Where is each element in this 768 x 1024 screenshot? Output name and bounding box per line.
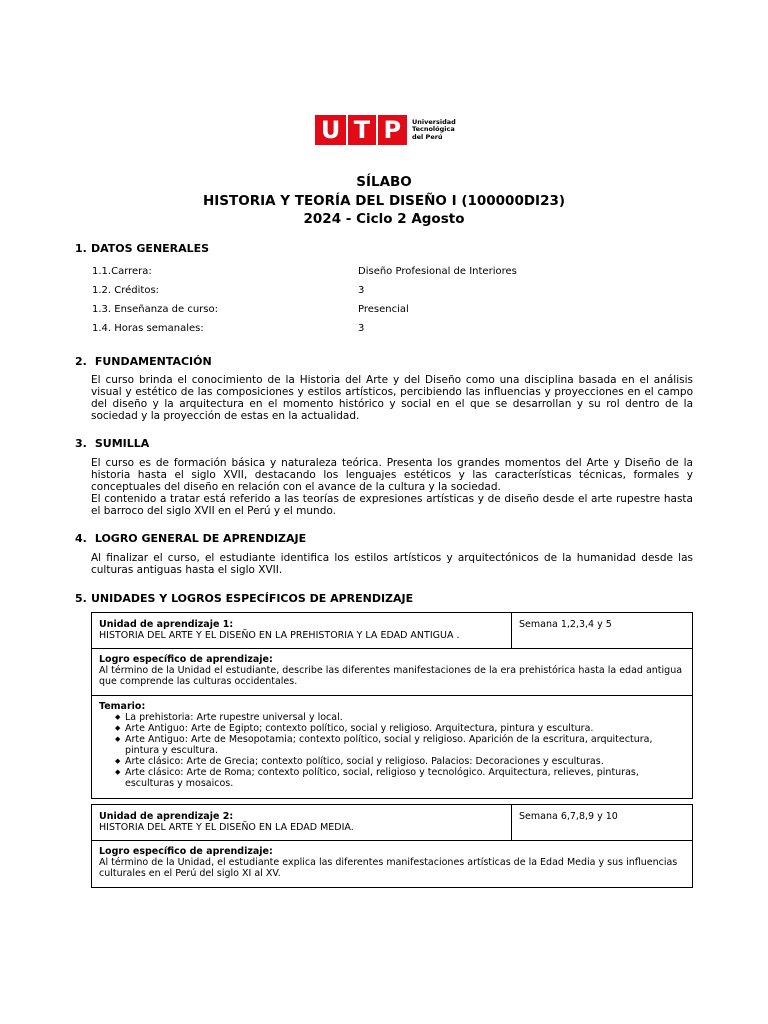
unit-1-name: HISTORIA DEL ARTE Y EL DISEÑO EN LA PREHISTORIA Y LA EDAD ANTIGUA .	[99, 630, 460, 641]
cell-divider	[511, 613, 512, 648]
logo-line-1: Universidad	[412, 117, 456, 126]
section-title: LOGRO GENERAL DE APRENDIZAJE	[94, 532, 307, 545]
unit-1-logro-heading: Logro específico de aprendizaje:	[99, 654, 273, 665]
logo-separator	[376, 115, 378, 145]
sumilla-paragraph-2: El contenido a tratar está referido a las teorías de expresiones artísticas y de diseño desde el arte rupestre hasta el barroco del siglo XVII en el Perú y el mundo.	[91, 493, 693, 517]
utp-logo-mark	[315, 115, 407, 145]
section-sumilla	[75, 437, 149, 450]
unit-2-weeks: Semana 6,7,8,9 y 10	[519, 811, 618, 822]
temario-item: ◆ La prehistoria: Arte rupestre universal y local.	[125, 712, 684, 723]
sumilla-paragraph-1: El curso es de formación básica y naturaleza teórica. Presenta los grandes momentos del Arte y Diseño de la historia hasta el siglo XVII, destacando los lenguajes estéticos y las características técnicas, formales y conceptuales del diseño en relación con el avance de la cultura y la sociedad.	[91, 457, 693, 493]
creditos-value: 3	[358, 285, 365, 296]
logo-letter-u: U	[320, 116, 341, 144]
horas-label: 1.4. Horas semanales:	[92, 323, 204, 334]
section-title: SUMILLA	[94, 437, 150, 450]
unit-2-table	[91, 804, 693, 888]
temario-list	[99, 712, 684, 789]
logo-separator	[346, 115, 348, 145]
section-fundamentacion	[75, 355, 212, 368]
ensenanza-label: 1.3. Enseñanza de curso:	[92, 304, 218, 315]
section-number: 5.	[75, 592, 87, 605]
unit-2-name: HISTORIA DEL ARTE Y EL DISEÑO EN LA EDAD MEDIA.	[99, 822, 354, 833]
unit-1-logro	[99, 654, 684, 687]
section-title: DATOS GENERALES	[91, 242, 210, 255]
course-title: HISTORIA Y TEORÍA DEL DISEÑO I (100000DI23)	[202, 193, 566, 209]
logro-general-text: Al finalizar el curso, el estudiante identifica los estilos artísticos y arquitectónicos de la humanidad desde las culturas antiguas hasta el siglo XVII.	[91, 552, 693, 576]
unit-2-logro-heading: Logro específico de aprendizaje:	[99, 846, 273, 857]
temario-item: ◆ Arte clásico: Arte de Grecia; contexto político, social y religioso. Palacios: Decoraciones y esculturas.	[125, 756, 684, 767]
carrera-value: Diseño Profesional de Interiores	[358, 266, 517, 277]
row-divider	[92, 648, 692, 649]
unit-2-logro-text: Al término de la Unidad, el estudiante explica las diferentes manifestaciones artísticas de la Edad Media y sus influencias culturales en el Perú del siglo XI al XV.	[99, 857, 678, 879]
section-number: 1.	[75, 242, 87, 255]
doc-title: SÍLABO	[356, 174, 412, 190]
unit-1-table	[91, 612, 693, 799]
unit-1-temario-heading: Temario:	[99, 701, 146, 712]
section-title: UNIDADES Y LOGROS ESPECÍFICOS DE APRENDIZAJE	[91, 592, 414, 605]
unit-1-header	[99, 619, 509, 641]
unit-2-header	[99, 811, 509, 833]
fundamentacion-text: El curso brinda el conocimiento de la Historia del Arte y del Diseño como una disciplina basada en el análisis visual y estético de las composiciones y estilos artísticos, percibiendo las influencias y proyecciones en el campo del diseño y la arquitectura en el momento histórico y social en el que se desarrollan y su rol dentro de la sociedad y la proyección de estas en la actualidad.	[91, 374, 693, 422]
section-datos-generales	[75, 242, 209, 255]
carrera-label: 1.1.Carrera:	[92, 266, 152, 277]
creditos-label: 1.2. Créditos:	[92, 285, 160, 296]
unit-1-temario	[99, 701, 684, 789]
logo-line-2: Tecnológica	[412, 125, 455, 134]
section-title: FUNDAMENTACIÓN	[94, 355, 212, 368]
logo-wordmark	[412, 119, 456, 142]
section-unidades	[75, 592, 413, 605]
section-number: 2.	[75, 355, 87, 368]
section-number: 4.	[75, 532, 87, 545]
ensenanza-value: Presencial	[358, 304, 409, 315]
temario-item: ◆ Arte Antiguo: Arte de Egipto; contexto político, social y religioso. Arquitectura, pintura y escultura.	[125, 723, 684, 734]
unit-2-logro	[99, 846, 684, 879]
unit-1-weeks: Semana 1,2,3,4 y 5	[519, 619, 612, 630]
section-logro-general	[75, 532, 306, 545]
temario-item: ◆ Arte clásico: Arte de Roma; contexto político, social, religioso y tecnológico. Arquitectura, relieves, pinturas, esculturas y mosaicos.	[125, 767, 684, 789]
horas-value: 3	[358, 323, 365, 334]
row-divider	[92, 840, 692, 841]
logo-line-3: del Perú	[412, 132, 443, 141]
temario-item: ◆ Arte Antiguo: Arte de Mesopotamia; contexto político, social y religioso. Aparición de la escritura, arquitectura, pintura y escultura.	[125, 734, 684, 756]
logo-letter-t: T	[353, 116, 371, 144]
unit-2-heading: Unidad de aprendizaje 2:	[99, 811, 234, 822]
utp-logo	[315, 115, 456, 145]
unit-1-logro-text: Al término de la Unidad el estudiante, describe las diferentes manifestaciones de la era prehistórica hasta la edad antigua que comprende las culturas occidentales.	[99, 665, 683, 687]
unit-1-heading: Unidad de aprendizaje 1:	[99, 619, 234, 630]
cell-divider	[511, 805, 512, 840]
section-number: 3.	[75, 437, 87, 450]
logo-letter-p: P	[383, 116, 402, 144]
cycle-title: 2024 - Ciclo 2 Agosto	[303, 211, 465, 227]
sumilla-text	[91, 457, 693, 517]
row-divider	[92, 695, 692, 696]
